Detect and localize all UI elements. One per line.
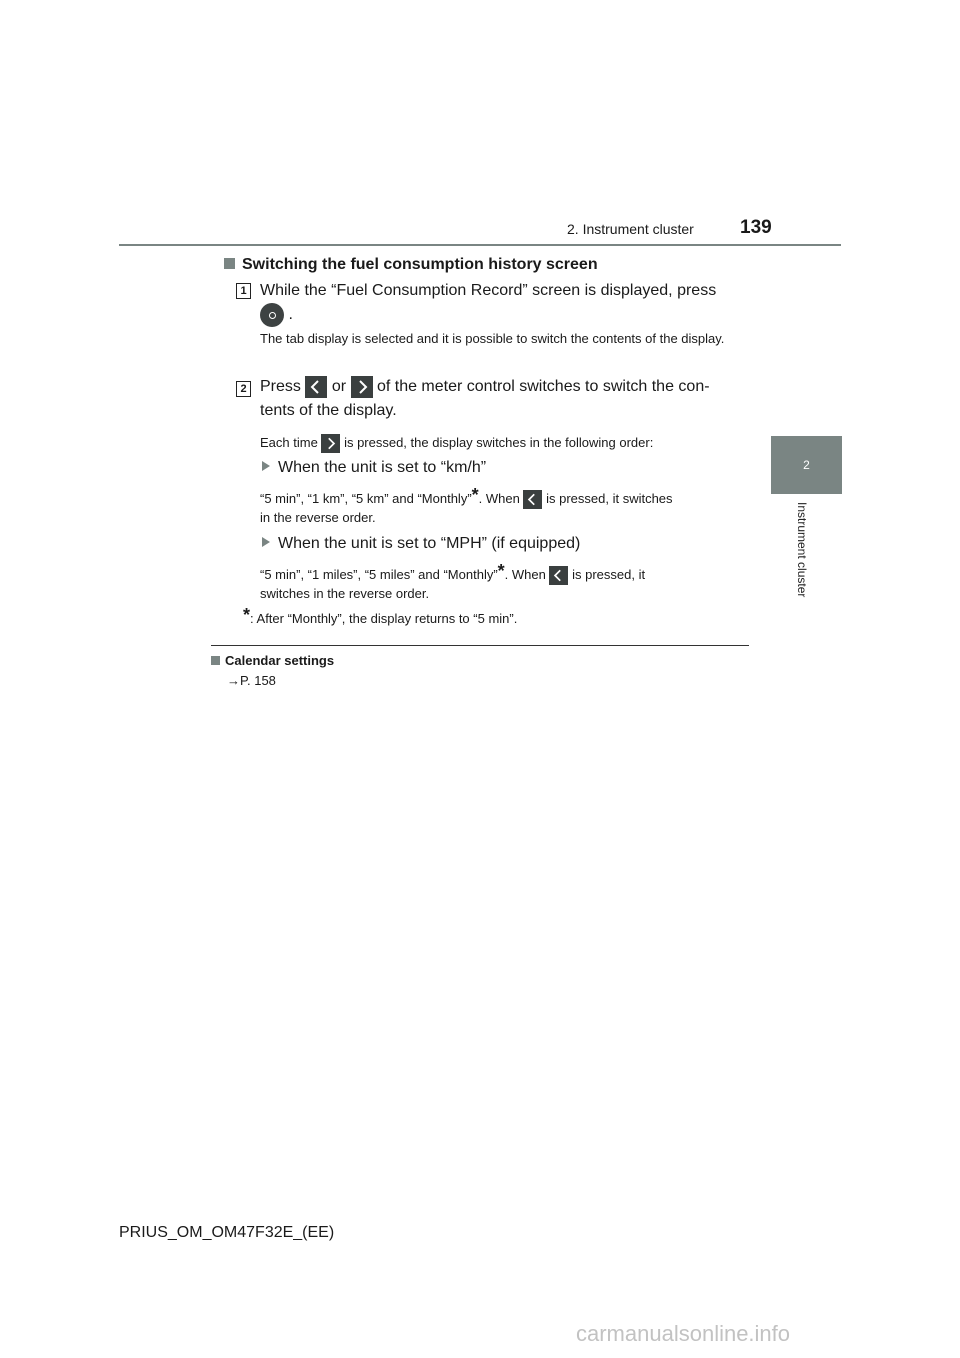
chapter-tab [771, 436, 842, 494]
unit-mph-heading [262, 532, 580, 556]
square-bullet-icon [211, 656, 220, 665]
footnote [243, 605, 518, 627]
left-arrow-button-icon [549, 566, 568, 585]
document-code: PRIUS_OM_OM47F32E_(EE) [119, 1224, 335, 1241]
chapter-tab-label [795, 502, 811, 622]
calendar-title-text: Calendar settings [225, 653, 335, 668]
footnote-text: : After “Monthly”, the display returns to “5 min”. [250, 611, 518, 626]
unit-kmh-text-c: is pressed, it switches [546, 491, 673, 506]
right-arrow-button-icon [351, 376, 373, 398]
unit-kmh-heading-text: When the unit is set to “km/h” [278, 459, 487, 476]
unit-kmh-text-b: . When [478, 491, 520, 506]
left-arrow-button-icon [305, 376, 327, 398]
right-arrow-button-icon [321, 434, 340, 453]
page-number: 139 [740, 217, 772, 238]
step-2-note-a: Each time [260, 435, 318, 450]
running-header-section: 2. Instrument cluster [567, 221, 694, 237]
step-2-text [260, 375, 750, 423]
unit-kmh-text-a: “5 min”, “1 km”, “5 km” and “Monthly” [260, 491, 472, 506]
unit-mph-text-a: “5 min”, “1 miles”, “5 miles” and “Monthly” [260, 567, 498, 582]
step-2-text-b: of the meter control switches to switch the con- [376, 378, 710, 395]
section-divider [211, 645, 749, 646]
header-rule [119, 244, 841, 246]
step-number-2: 2 [236, 381, 251, 397]
watermark: carmanualsonline.info [576, 1321, 791, 1346]
calendar-page-link[interactable]: →P. 158 [227, 673, 276, 688]
left-arrow-button-icon [523, 490, 542, 509]
footnote-star: * [243, 605, 251, 625]
section-title-text: Switching the fuel consumption history screen [242, 256, 598, 273]
unit-kmh-text [260, 485, 750, 526]
section-title [224, 256, 598, 274]
footnote-marker: * [471, 485, 479, 505]
ok-button-icon [260, 303, 284, 327]
unit-mph-text-d: switches in the reverse order. [260, 586, 430, 602]
unit-kmh-text-d: in the reverse order. [260, 510, 376, 526]
step-1-text-b: . [288, 306, 293, 324]
step-2-text-a: Press [260, 378, 301, 395]
step-number-1: 1 [236, 283, 251, 299]
step-2-text-c: tents of the display. [260, 402, 397, 419]
footnote-marker: * [497, 561, 505, 581]
unit-mph-heading-text: When the unit is set to “MPH” (if equipped) [278, 535, 581, 552]
step-1-note: The tab display is selected and it is possible to switch the contents of the display. [260, 331, 725, 346]
step-2-note-b: is pressed, the display switches in the following order: [344, 435, 654, 450]
unit-mph-text-b: . When [504, 567, 546, 582]
step-1-text-a: While the “Fuel Consumption Record” screen is displayed, press [260, 282, 717, 299]
square-bullet-icon [224, 258, 235, 269]
chapter-tab-number: 2 [803, 458, 810, 472]
calendar-title [211, 653, 334, 668]
unit-kmh-heading [262, 456, 486, 480]
chapter-tab-label-text: Instrument cluster [795, 502, 809, 598]
triangle-bullet-icon [262, 461, 270, 471]
unit-mph-text [260, 561, 750, 602]
triangle-bullet-icon [262, 537, 270, 547]
step-2-note [260, 434, 750, 453]
step-2-text-or: or [331, 378, 347, 395]
unit-mph-text-c: is pressed, it [572, 567, 646, 582]
step-1-text [260, 279, 745, 327]
